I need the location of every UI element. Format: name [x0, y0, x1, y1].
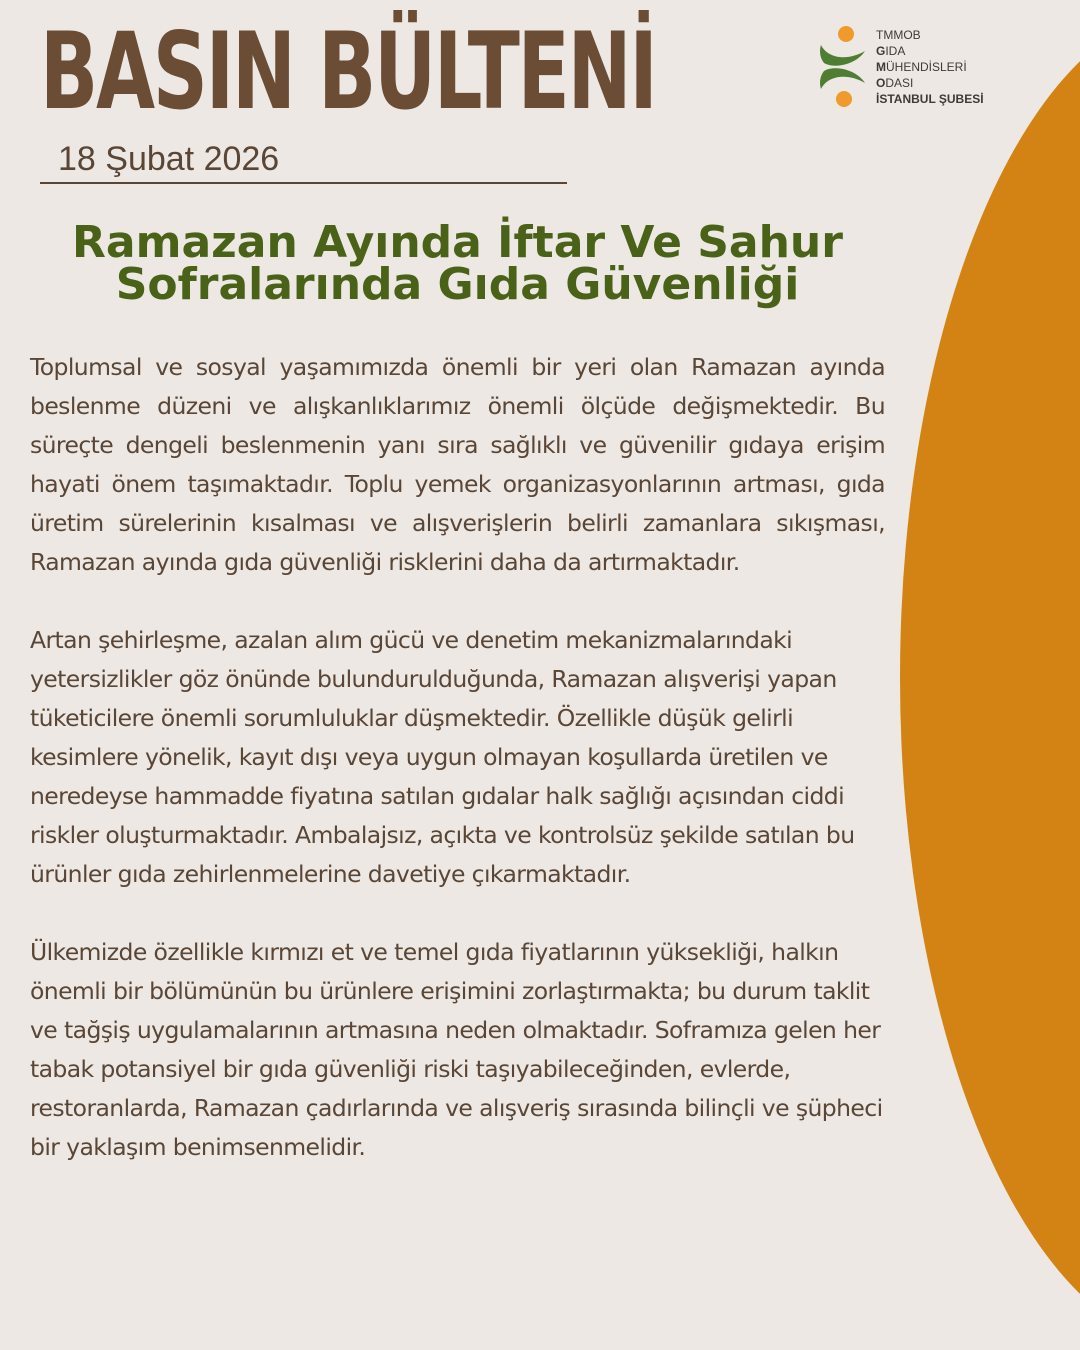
headline: [40, 217, 875, 310]
headline-line-1: Ramazan Ayında İftar Ve Sahur: [72, 217, 843, 268]
orange-decorative-shape: [900, 5, 1080, 1350]
headline-line-2: Sofralarında Gıda Güvenliği: [115, 259, 800, 310]
logo-line-2: GIDA: [876, 44, 906, 58]
date-label: 18 Şubat 2026: [58, 140, 280, 178]
logo-text: [876, 27, 984, 107]
tmmob-gida-logo-icon: [818, 25, 868, 109]
logo-line-3: MÜHENDİSLERİ: [876, 60, 967, 74]
logo-line-4: ODASI: [876, 76, 914, 90]
body-text: [30, 348, 885, 1206]
paragraph-2: Artan şehirleşme, azalan alım gücü ve denetim mekanizmalarındaki yetersizlikler göz önünde bulundurulduğunda, Ramazan alışverişi yapan tüketicilere önemli sorumluluklar düşmektedir. Özellikle düşük gelirli kesimlere yönelik, kayıt dışı veya uygun olmayan koşullarda üretilen ve neredeyse hammadde fiyatına satılan gıdalar halk sağlığı açısından ciddi riskler oluşturmaktadır. Ambalajsız, açıkta ve kontrolsüz şekilde satılan bu ürünler gıda zehirlenmelerine davetiye çıkarmaktadır.: [30, 626, 855, 888]
page-title: BASIN BÜLTENİ: [40, 10, 656, 133]
paragraph-3: Ülkemizde özellikle kırmızı et ve temel gıda fiyatlarının yüksekliği, halkın önemli bir bölümünün bu ürünlere erişimini zorlaştırmakta; bu durum taklit ve tağşiş uygulamalarının artmasına neden olmaktadır. Soframıza gelen her tabak potansiyel bir gıda güvenliği riski taşıyabileceğinden, evlerde, restoranlarda, Ramazan çadırlarında ve alışveriş sırasında bilinçli ve şüpheci bir yaklaşım benimsenmelidir.: [30, 938, 883, 1161]
logo-line-5: İSTANBUL ŞUBESİ: [876, 92, 984, 106]
organization-logo: [818, 25, 988, 115]
logo-line-1: TMMOB: [876, 28, 921, 42]
date-divider: [40, 182, 567, 184]
paragraph-1: Toplumsal ve sosyal yaşamımızda önemli bir yeri olan Ramazan ayında beslenme düzeni ve alışkanlıklarımız önemli ölçüde değişmektedir. Bu süreçte dengeli beslenmenin yanı sıra sağlıklı ve güvenilir gıdaya erişim hayati önem taşımaktadır. Toplu yemek organizasyonlarının artması, gıda üretim sürelerinin kısalması ve alışverişlerin belirli zamanlara sıkışması, Ramazan ayında gıda güvenliği risklerini daha da artırmaktadır.: [30, 353, 885, 576]
